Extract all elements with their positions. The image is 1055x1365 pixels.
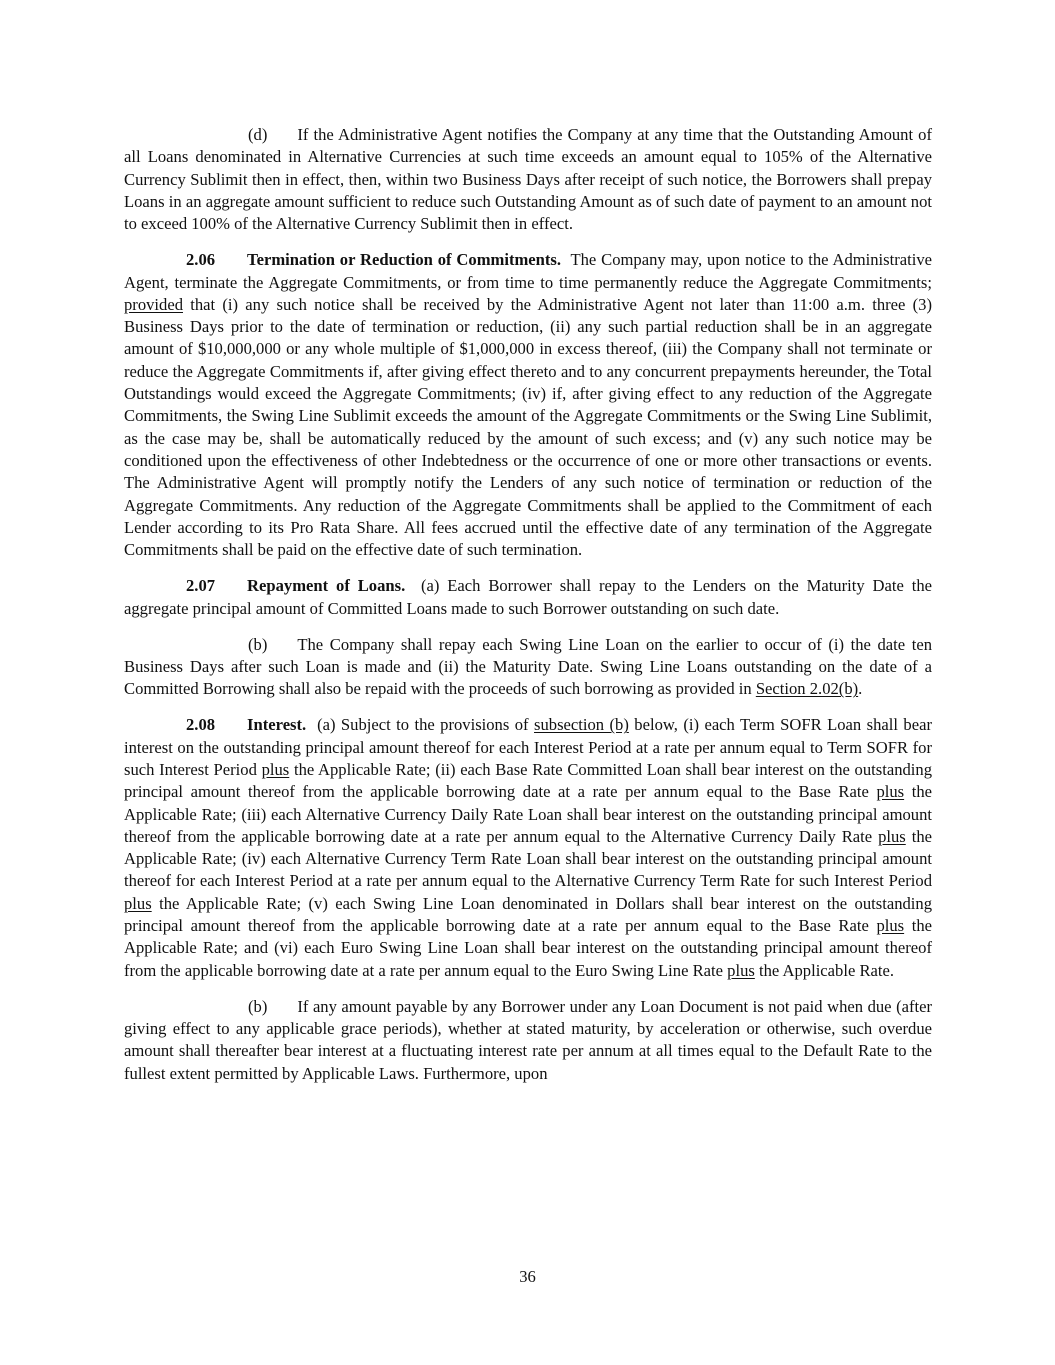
section-2-08: 2.08 Interest. (a) Subject to the provisions of subsection (b) below, (i) each Term SOFR Loan shall bear interest on the outstanding principal amount thereof for each Interest Period at a rate per annum equal to Term SOFR for such Interest Period plus the Applicable Rate; (ii) each Base Rate Committed Loan shall bear interest on the outstanding principal amount thereof from the applicable borrowing date at a rate per annum equal to the Base Rate plus the Applicable Rate; (iii) each Alternative Currency Daily Rate Loan shall bear interest on the outstanding principal amount thereof from the applicable borrowing date at a rate per annum equal to the Alternative Currency Daily Rate plus the Applicable Rate; (iv) each Alternative Currency Term Rate Loan shall bear interest on the outstanding principal amount thereof for each Interest Period at a rate per annum equal to the Alternative Currency Term Rate for such Interest Period plus the Applicable Rate; (v) each Swing Line Loan denominated in Dollars shall bear interest on the outstanding principal amount thereof from the applicable borrowing date at a rate per annum equal to the Base Rate plus the Applicable Rate; and (vi) each Euro Swing Line Loan shall bear interest on the outstanding principal amount thereof from the applicable borrowing date at a rate per annum equal to the Euro Swing Line Rate plus the Applicable Rate. — [124, 715, 933, 980]
plus-term: plus — [876, 782, 905, 802]
plus-term: plus — [261, 759, 290, 779]
section-2-06 — [124, 249, 932, 561]
paragraph-text: If the Administrative Agent notifies the Company at any time that the Outstanding Amount of all Loans denominated in Alternative Currencies at such time exceeds an amount equal to 105% of the Alternative Currency Sublimit then in effect, then, within two Business Days after receipt of such notice, the Borrowers shall prepay Loans in an aggregate amount sufficient to reduce such Outstanding Amount as of such date of payment to an amount not to exceed 100% of the Alternative Currency Sublimit then in effect. — [124, 125, 932, 234]
page-number: 36 — [519, 1267, 536, 1286]
subsection-reference: subsection (b) — [534, 715, 629, 735]
plus-term: plus — [878, 826, 906, 846]
section-heading: Termination or Reduction of Commitments. — [247, 250, 562, 270]
paragraph-text: If any amount payable by any Borrower under any Loan Document is not paid when due (after giving effect to any applicable grace periods), whether at stated maturity, by acceleration or otherwise, such overdue amount shall thereafter bear interest at a fluctuating interest rate per annum at all times equal to the Default Rate to the fullest extent permitted by Applicable Laws. Furthermore, upon — [124, 996, 932, 1083]
section-heading: Repayment of Loans. — [247, 576, 406, 596]
section-number: 2.06 — [186, 250, 216, 270]
plus-term: plus — [124, 893, 152, 913]
paragraph-label: (b) — [248, 996, 268, 1016]
section-number: 2.08 — [186, 715, 216, 735]
paragraph-2-07-b: (b) The Company shall repay each Swing Line Loan on the earlier to occur of (i) the date ten Business Days after such Loan is made and (ii) the Maturity Date. Swing Line Loans outstanding on the date of a Committed Borrowing shall also be repaid with the proceeds of such borrowing as provided in Section 2.02(b). — [124, 634, 932, 699]
section-text: The Company may, upon notice to the Administrative Agent, terminate the Aggregate Commitments, or from time to time permanently reduce the Aggregate Commitments; — [124, 250, 933, 292]
plus-term: plus — [727, 960, 755, 980]
provided-term: provided — [124, 294, 183, 314]
section-text: (a) Each Borrower shall repay to the Lenders on the Maturity Date the aggregate principal amount of Committed Loans made to such Borrower outstanding on such date. — [124, 576, 932, 618]
plus-term: plus — [876, 915, 905, 935]
section-reference: Section 2.02(b) — [755, 679, 859, 699]
section-text: that (i) any such notice shall be received by the Administrative Agent not later than 11:00 a.m. three (3) Business Days prior to the date of termination or reduction, (ii) any such partial reduction shall be in an aggregate amount of $10,000,000 or any whole multiple of $1,000,000 in excess thereof, (iii) the Company shall not terminate or reduce the Aggregate Commitments if, after giving effect thereto and to any concurrent prepayments hereunder, the Total Outstandings would exceed the Aggregate Commitments; (iv) if, after giving effect to any reduction of the Aggregate Commitments, the Swing Line Sublimit exceeds the amount of the Aggregate Commitments or the Swing Line Sublimit, as the case may be, shall be automatically reduced by the amount of such excess; and (v) any such notice may be conditioned upon the effectiveness of other Indebtedness or the occurrence of one or more other transactions or events. The Administrative Agent will promptly notify the Lenders of any such notice of termination or reduction of the Aggregate Commitments. Any reduction of the Aggregate Commitments shall be applied to the Commitment of each Lender according to its Pro Rata Share. All fees accrued until the effective date of any termination of the Aggregate Commitments shall be paid on the effective date of such termination. — [124, 294, 932, 560]
document-page — [124, 124, 932, 1099]
section-2-07 — [124, 575, 932, 620]
paragraph-label: (d) — [248, 125, 268, 144]
paragraph-2-08-b — [124, 996, 932, 1085]
paragraph-d — [124, 124, 932, 235]
paragraph-label: (b) — [248, 634, 268, 654]
section-number: 2.07 — [186, 576, 216, 596]
paragraph-text: The Company shall repay each Swing Line Loan on the earlier to occur of (i) the date ten Business Days after such Loan is made and (ii) the Maturity Date. Swing Line Loans outstanding on the date of a Committed Borrowing shall also be repaid with the proceeds of such borrowing as provided in — [124, 634, 932, 699]
section-heading: Interest. — [247, 715, 307, 735]
